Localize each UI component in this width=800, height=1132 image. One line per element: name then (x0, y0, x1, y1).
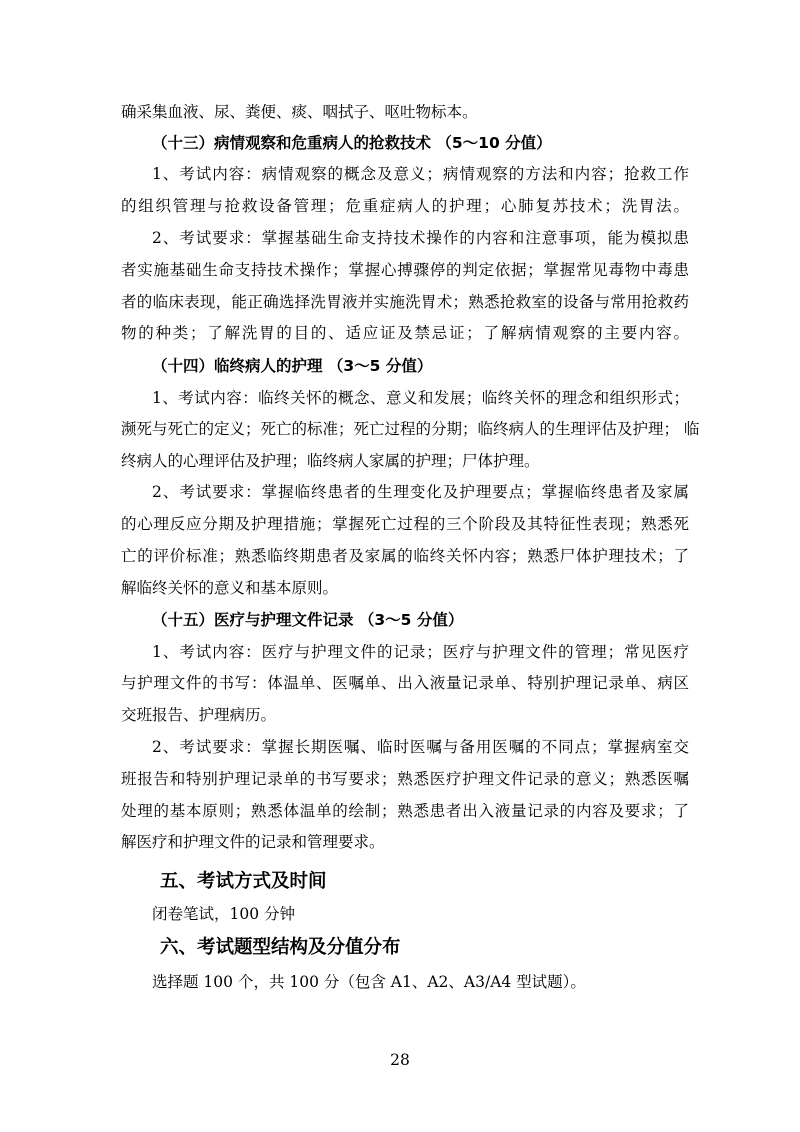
section-heading: （十三）病情观察和危重病人的抢救技术 （5～10 分值） (152, 134, 552, 152)
paragraph-line: 濒死与死亡的定义；死亡的标准；死亡过程的分期；临终病人的生理评估及护理； 临 (121, 420, 700, 438)
chapter-heading: 六、考试题型结构及分值分布 (160, 937, 401, 958)
section-heading: （十四）临终病人的护理 （3～5 分值） (152, 357, 433, 375)
paragraph-line: 处理的基本原则；熟悉体温单的绘制；熟悉患者出入液量记录的内容及要求；了 (121, 802, 689, 820)
paragraph-line: 的心理反应分期及护理措施；掌握死亡过程的三个阶段及其特征性表现；熟悉死 (121, 515, 689, 533)
paragraph-line: 1、考试内容：医疗与护理文件的记录；医疗与护理文件的管理；常见医疗 (152, 643, 689, 661)
paragraph-line: 1、考试内容：病情观察的概念及意义；病情观察的方法和内容；抢救工作 (152, 165, 689, 183)
paragraph-line: 闭卷笔试，100 分钟 (152, 905, 296, 923)
paragraph-line: 2、考试要求：掌握长期医嘱、临时医嘱与备用医嘱的不同点；掌握病室交 (152, 738, 689, 756)
paragraph-line: 2、考试要求：掌握基础生命支持技术操作的内容和注意事项，能为模拟患 (152, 229, 689, 247)
paragraph-line: 者实施基础生命支持技术操作；掌握心搏骤停的判定依据；掌握常见毒物中毒患 (121, 261, 689, 279)
chapter-heading: 五、考试方式及时间 (160, 871, 327, 892)
paragraph-line: 交班报告、护理病历。 (121, 706, 277, 724)
paragraph-line: 终病人的心理评估及护理；临终病人家属的护理；尸体护理。 (121, 452, 540, 470)
paragraph-line: 确采集血液、尿、粪便、痰、咽拭子、呕吐物标本。 (121, 103, 478, 121)
paragraph-line: 的组织管理与抢救设备管理；危重症病人的护理；心肺复苏技术；洗胃法。 (121, 197, 689, 215)
paragraph-line: 选择题 100 个，共 100 分（包含 A1、A2、A3/A4 型试题）。 (152, 973, 586, 991)
paragraph-line: 解临终关怀的意义和基本原则。 (121, 579, 339, 597)
paragraph-line: 物的种类；了解洗胃的目的、适应证及禁忌证；了解病情观察的主要内容。 (121, 324, 689, 342)
paragraph-line: 亡的评价标准；熟悉临终期患者及家属的临终关怀内容；熟悉尸体护理技术；了 (121, 547, 689, 565)
paragraph-line: 1、考试内容：临终关怀的概念、意义和发展；临终关怀的理念和组织形式； (152, 389, 689, 407)
paragraph-line: 2、考试要求：掌握临终患者的生理变化及护理要点；掌握临终患者及家属 (152, 483, 689, 501)
paragraph-line: 班报告和特别护理记录单的书写要求；熟悉医疗护理文件记录的意义；熟悉医嘱 (121, 770, 689, 788)
page-number: 28 (390, 1051, 410, 1069)
paragraph-line: 与护理文件的书写：体温单、医嘱单、出入液量记录单、特别护理记录单、病区 (121, 674, 689, 692)
paragraph-line: 者的临床表现，能正确选择洗胃液并实施洗胃术；熟悉抢救室的设备与常用抢救药 (121, 293, 689, 311)
section-heading: （十五）医疗与护理文件记录 （3～5 分值） (152, 611, 464, 629)
paragraph-line: 解医疗和护理文件的记录和管理要求。 (121, 833, 385, 851)
